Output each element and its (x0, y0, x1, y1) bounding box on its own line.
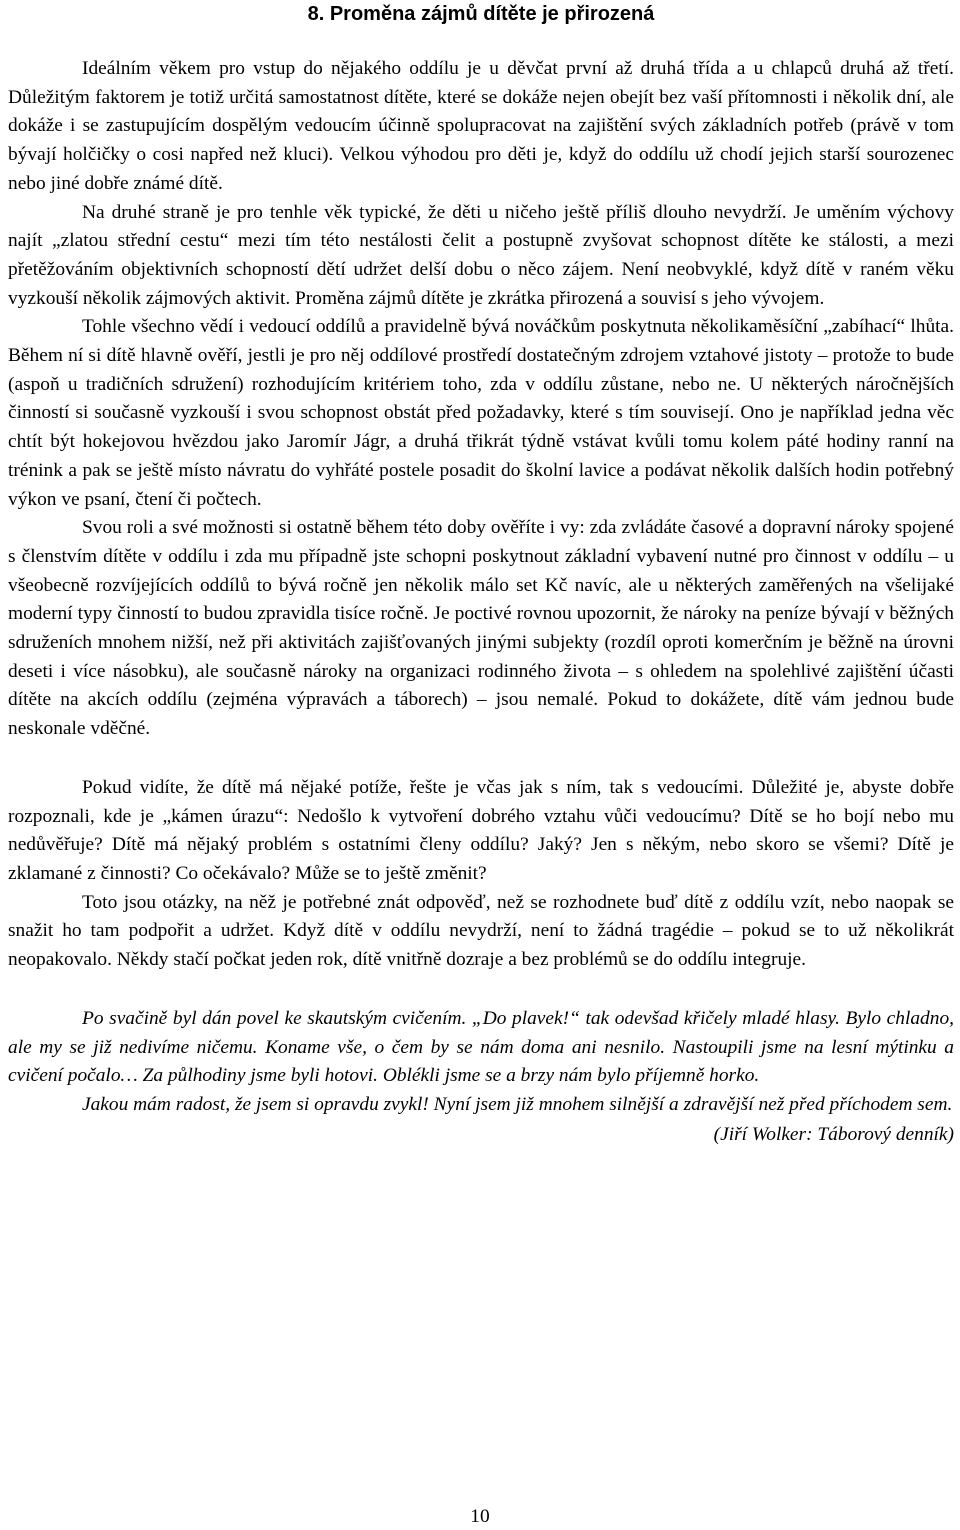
paragraph-3: Tohle všechno vědí i vedoucí oddílů a pravidelně bývá nováčkům poskytnuta několikaměsíční „zabíhací“ lhůta. Během ní si dítě hlavně ověří, jestli je pro něj oddílové prostředí dostatečným zdrojem vztahové jistoty – protože to bude (aspoň u tradičních sdružení) rozhodujícím kritériem toho, zda v oddílu zůstane, nebo ne. U některých náročnějších činností si současně vyzkouší i svou schopnost obstát před požadavky, které s tím souvisejí. Ono je například jedna věc chtít být hokejovou hvězdou jako Jaromír Jágr, a druhá třikrát týdně vstávat kvůli tomu kolem páté hodiny ranní na trénink a pak se ještě místo návratu do vyhřáté postele posadit do školní lavice a podávat několik dalších hodin potřebný výkon ve psaní, čtení či počtech. (8, 316, 954, 510)
section-problems (8, 774, 954, 975)
chapter-heading: 8. Proměna zájmů dítěte je přirozená (307, 3, 655, 25)
paragraph-4: Svou roli a své možnosti si ostatně během této doby ověříte i vy: zda zvládáte časové a dopravní nároky spojené s členstvím dítěte v oddílu i zda mu případně jste schopni poskytnout základní vybavení nutné pro činnost v oddílu – u všeobecně rozvíjejících oddílů to bývá ročně jen několik málo set Kč navíc, ale u některých zaměřených na všelijaké moderní typy činností to budou zpravidla tisíce ročně. Je poctivé rovnou upozornit, že nároky na peníze bývají v běžných sdruženích mnohem nižší, než při aktivitách zajišťovaných jinými subjekty (rozdíl oproti komerčním je běžně na úrovni deseti i více násobku), ale současně nároky na organizaci rodinného života – s ohledem na spolehlivé zajištění účasti dítěte na akcích oddílu (zejména výpravách a táborech) – jsou nemalé. Pokud to dokážete, dítě vám jednou bude neskonale vděčné. (8, 517, 954, 740)
paragraph-2: Na druhé straně je pro tenhle věk typické, že děti u ničeho ještě příliš dlouho nevydrží. Je uměním výchovy najít „zlatou střední cestu“ mezi tím této nestálosti čelit a postupně zvyšovat schopnost dítěte ke stálosti, a mezi přetěžováním objektivních schopností dětí udržet delší dobu o něco zájem. Není neobvyklé, když dítě v raném věku vyzkouší několik zájmových aktivit. Proměna zájmů dítěte je zkrátka přirozená a souvisí s jeho vývojem. (8, 201, 954, 309)
page-number: 10 (470, 1506, 490, 1527)
document-page (8, 0, 954, 1149)
paragraph-1: Ideálním věkem pro vstup do nějakého oddílu je u děvčat první až druhá třída a u chlapců druhá až třetí. Důležitým faktorem je totiž určitá samostatnost dítěte, které se dokáže nejen obejít bez vaší přítomnosti i několik dní, ale dokáže i se zastupujícím dospělým vedoucím účinně spolupracovat na zajištění svých základních potřeb (právě v tom bývají holčičky o cosi napřed než kluci). Velkou výhodou pro děti je, když do oddílu už chodí jejich starší sourozenec nebo jiné dobře známé dítě. (8, 58, 954, 194)
literary-quote (8, 1005, 954, 1150)
paragraph-6: Toto jsou otázky, na něž je potřebné znát odpověď, než se rozhodnete buď dítě z oddílu vzít, nebo naopak se snažit ho tam podpořit a udržet. Když dítě v oddílu nevydrží, není to žádná tragédie – pokud se to už několikrát neopakovalo. Někdy stačí počkat jeden rok, dítě vnitřně dozraje a bez problémů se do oddílu integruje. (8, 891, 954, 971)
section-spacer (8, 744, 954, 774)
section-spacer (8, 975, 954, 1005)
quote-citation: (Jiří Wolker: Táborový denník) (713, 1123, 954, 1145)
quote-paragraph-2: Jakou mám radost, že jsem si opravdu zvykl! Nyní jsem již mnohem silnější a zdravější než před příchodem sem. (82, 1093, 953, 1115)
quote-paragraph-1: Po svačině byl dán povel ke skautským cvičením. „Do plavek!“ tak odevšad křičely mladé hlasy. Bylo chladno, ale my se již nedivíme ničemu. Koname vše, o čem by se nám doma ani nesnilo. Nastoupili jsme na lesní mýtinku a cvičení počalo… Za půlhodiny jsme byli hotovi. Oblékli jsme se a brzy nám bylo příjemně horko. (8, 1007, 954, 1087)
section-main (8, 55, 954, 744)
paragraph-5: Pokud vidíte, že dítě má nějaké potíže, řešte je včas jak s ním, tak s vedoucími. Důležité je, abyste dobře rozpoznali, kde je „kámen úrazu“: Nedošlo k vytvoření dobrého vztahu vůči vedoucímu? Dítě se ho bojí nebo mu nedůvěřuje? Dítě má nějaký problém s ostatními členy oddílu? Jaký? Jen s někým, nebo skoro se všemi? Dítě je zklamané z činnosti? Co očekávalo? Může se to ještě změnit? (8, 776, 954, 884)
